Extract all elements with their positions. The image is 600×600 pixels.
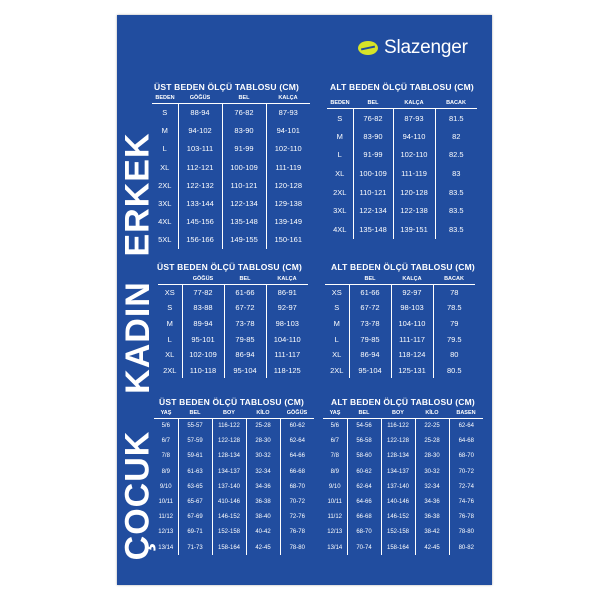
- measurement-cell: 57-59: [178, 434, 212, 449]
- table-row: [323, 434, 483, 449]
- size-cell: 4XL: [333, 224, 347, 234]
- measurement-cell: 34-36: [246, 479, 280, 494]
- measurement-cell: 72-76: [280, 510, 314, 525]
- measurement-cell: 40-42: [246, 525, 280, 540]
- measurement-cell: 67-69: [178, 510, 212, 525]
- measurement-cell: 38-40: [246, 510, 280, 525]
- measurement-cell: 104-110: [391, 316, 433, 332]
- measurement-cell: 111-117: [391, 331, 433, 347]
- table-row: [158, 331, 308, 347]
- measurement-cell: 83-90: [222, 122, 266, 140]
- measurement-cell: 111-119: [266, 158, 310, 176]
- measurement-cell: 78.5: [433, 300, 475, 316]
- column-header: KALÇA: [266, 276, 308, 285]
- measurement-cell: 65-67: [178, 494, 212, 509]
- measurement-cell: 98-103: [266, 316, 308, 332]
- measurement-cell: 42-45: [246, 540, 280, 555]
- measurement-cell: 137-140: [381, 479, 415, 494]
- table-row: [154, 464, 314, 479]
- measurement-cell: 62-64: [449, 419, 483, 434]
- measurement-cell: 68-70: [347, 525, 381, 540]
- measurement-cell: 76-78: [449, 510, 483, 525]
- measurement-cell: 135-148: [353, 220, 393, 239]
- size-cell: 11/12: [158, 514, 174, 521]
- measurement-cell: 139-149: [266, 213, 310, 231]
- size-cell: M: [333, 318, 340, 328]
- measurement-cell: 61-63: [178, 464, 212, 479]
- measurement-cell: 70-72: [280, 494, 314, 509]
- table-row: [154, 510, 314, 525]
- measurement-cell: 95-101: [182, 331, 224, 347]
- size-cell: 9/10: [159, 483, 172, 490]
- kadin-lower-title: ALT BEDEN ÖLÇÜ TABLOSU (CM): [331, 262, 475, 272]
- measurement-cell: 128-134: [212, 449, 246, 464]
- measurement-cell: 73-78: [224, 316, 266, 332]
- measurement-cell: 111-117: [266, 347, 308, 363]
- measurement-cell: 34-36: [415, 494, 449, 509]
- cocuk-upper-title: ÜST BEDEN ÖLÇÜ TABLOSU (CM): [159, 397, 305, 407]
- measurement-cell: 74-76: [449, 494, 483, 509]
- column-header: [158, 276, 182, 285]
- column-header: KİLO: [415, 410, 449, 419]
- kadin-lower-size-table: [325, 276, 475, 378]
- table-row: [327, 183, 477, 202]
- table-row: [325, 347, 475, 363]
- measurement-cell: 28-30: [246, 434, 280, 449]
- size-cell: 2XL: [158, 180, 172, 190]
- measurement-cell: 83.5: [435, 183, 477, 202]
- measurement-cell: 94-101: [266, 122, 310, 140]
- measurement-cell: 140-146: [381, 494, 415, 509]
- measurement-cell: 70-72: [449, 464, 483, 479]
- measurement-cell: 122-132: [178, 176, 222, 194]
- table-row: [152, 194, 310, 212]
- size-cell: 6/7: [330, 438, 339, 445]
- table-row: [152, 213, 310, 231]
- measurement-cell: 104-110: [266, 331, 308, 347]
- size-cell: XL: [335, 169, 345, 179]
- size-cell: 12/13: [327, 529, 343, 536]
- measurement-cell: 83-88: [182, 300, 224, 316]
- size-cell: 8/9: [330, 468, 339, 475]
- measurement-cell: 30-32: [415, 464, 449, 479]
- cocuk-lower-title: ALT BEDEN ÖLÇÜ TABLOSU (CM): [331, 397, 475, 407]
- table-row: [323, 419, 483, 434]
- measurement-cell: 80.5: [433, 362, 475, 378]
- size-cell: 5/6: [161, 423, 170, 430]
- size-cell: 2XL: [333, 187, 347, 197]
- size-cell: 13/14: [158, 544, 174, 551]
- measurement-cell: 94-102: [178, 122, 222, 140]
- kadin-upper-title: ÜST BEDEN ÖLÇÜ TABLOSU (CM): [157, 262, 303, 272]
- measurement-cell: 110-121: [353, 183, 393, 202]
- measurement-cell: 91-99: [353, 146, 393, 165]
- measurement-cell: 64-66: [347, 494, 381, 509]
- measurement-cell: 55-57: [178, 419, 212, 434]
- measurement-cell: 69-71: [178, 525, 212, 540]
- size-cell: L: [167, 334, 172, 344]
- table-row: [154, 479, 314, 494]
- table-row: [152, 158, 310, 176]
- cocuk-upper-size-table: [154, 410, 314, 555]
- column-header: BEL: [349, 276, 391, 285]
- size-cell: 7/8: [161, 453, 170, 460]
- measurement-cell: 102-110: [266, 140, 310, 158]
- column-header: BOY: [381, 410, 415, 419]
- measurement-cell: 28-30: [415, 449, 449, 464]
- table-row: [158, 362, 308, 378]
- measurement-cell: 116-122: [381, 419, 415, 434]
- measurement-cell: 30-32: [246, 449, 280, 464]
- column-header: BACAK: [433, 276, 475, 285]
- size-cell: S: [167, 303, 173, 313]
- size-cell: 4XL: [158, 217, 172, 227]
- table-row: [323, 449, 483, 464]
- measurement-cell: 122-128: [381, 434, 415, 449]
- column-header: GÖĞÜS: [280, 410, 314, 419]
- measurement-cell: 156-166: [178, 231, 222, 249]
- column-header: GÖĞÜS: [178, 95, 222, 104]
- measurement-cell: 61-66: [224, 285, 266, 301]
- column-header: BEL: [224, 276, 266, 285]
- measurement-cell: 64-66: [280, 449, 314, 464]
- size-cell: M: [166, 318, 173, 328]
- size-cell: 3XL: [158, 199, 172, 209]
- measurement-cell: 112-121: [178, 158, 222, 176]
- measurement-cell: 89-94: [182, 316, 224, 332]
- measurement-cell: 137-140: [212, 479, 246, 494]
- table-row: [327, 164, 477, 183]
- measurement-cell: 56-58: [347, 434, 381, 449]
- table-row: [152, 176, 310, 194]
- table-row: [323, 464, 483, 479]
- measurement-cell: 133-144: [178, 194, 222, 212]
- table-row: [154, 525, 314, 540]
- size-cell: L: [334, 334, 339, 344]
- measurement-cell: 122-128: [212, 434, 246, 449]
- table-row: [154, 449, 314, 464]
- measurement-cell: 125-131: [391, 362, 433, 378]
- size-cell: XL: [165, 350, 175, 360]
- table-row: [154, 540, 314, 555]
- measurement-cell: 100-109: [222, 158, 266, 176]
- measurement-cell: 410-146: [212, 494, 246, 509]
- measurement-cell: 82.5: [435, 146, 477, 165]
- measurement-cell: 80-82: [449, 540, 483, 555]
- measurement-cell: 110-121: [222, 176, 266, 194]
- column-header: BASEN: [449, 410, 483, 419]
- table-row: [323, 494, 483, 509]
- section-label-cocuk: ÇOCUK: [118, 430, 157, 560]
- measurement-cell: 86-94: [349, 347, 391, 363]
- measurement-cell: 152-158: [381, 525, 415, 540]
- measurement-cell: 92-97: [266, 300, 308, 316]
- size-cell: 2XL: [330, 365, 344, 375]
- table-row: [158, 316, 308, 332]
- measurement-cell: 122-138: [393, 201, 435, 220]
- measurement-cell: 87-93: [393, 109, 435, 128]
- measurement-cell: 94-110: [393, 127, 435, 146]
- size-cell: M: [336, 131, 343, 141]
- measurement-cell: 110-118: [182, 362, 224, 378]
- measurement-cell: 62-64: [347, 479, 381, 494]
- measurement-cell: 78-80: [280, 540, 314, 555]
- measurement-cell: 118-125: [266, 362, 308, 378]
- measurement-cell: 77-82: [182, 285, 224, 301]
- measurement-cell: 146-152: [381, 510, 415, 525]
- size-cell: 5/6: [330, 423, 339, 430]
- size-cell: XL: [160, 162, 170, 172]
- section-label-erkek: ERKEK: [118, 131, 157, 257]
- measurement-cell: 66-68: [347, 510, 381, 525]
- column-header: [325, 276, 349, 285]
- measurement-cell: 79.5: [433, 331, 475, 347]
- measurement-cell: 134-137: [381, 464, 415, 479]
- measurement-cell: 120-128: [266, 176, 310, 194]
- table-row: [154, 434, 314, 449]
- measurement-cell: 122-134: [222, 194, 266, 212]
- measurement-cell: 158-164: [381, 540, 415, 555]
- size-cell: S: [162, 108, 168, 118]
- column-header: BEL: [178, 410, 212, 419]
- measurement-cell: 86-91: [266, 285, 308, 301]
- measurement-cell: 42-45: [415, 540, 449, 555]
- table-row: [325, 331, 475, 347]
- table-row: [325, 285, 475, 301]
- column-header: KALÇA: [391, 276, 433, 285]
- size-cell: M: [161, 126, 168, 136]
- measurement-cell: 95-104: [224, 362, 266, 378]
- size-cell: L: [337, 150, 342, 160]
- column-header: GÖĞÜS: [182, 276, 224, 285]
- measurement-cell: 134-137: [212, 464, 246, 479]
- measurement-cell: 25-28: [415, 434, 449, 449]
- measurement-cell: 158-164: [212, 540, 246, 555]
- measurement-cell: 25-28: [246, 419, 280, 434]
- measurement-cell: 88-94: [178, 104, 222, 122]
- size-cell: 12/13: [158, 529, 174, 536]
- measurement-cell: 67-72: [224, 300, 266, 316]
- measurement-cell: 111-119: [393, 164, 435, 183]
- measurement-cell: 61-66: [349, 285, 391, 301]
- column-header: KALÇA: [393, 100, 435, 109]
- measurement-cell: 64-68: [449, 434, 483, 449]
- slazenger-panther-icon: [358, 41, 378, 55]
- measurement-cell: 149-155: [222, 231, 266, 249]
- size-cell: 5XL: [158, 235, 172, 245]
- measurement-cell: 118-124: [391, 347, 433, 363]
- kadin-upper-size-table: [158, 276, 308, 378]
- table-row: [325, 316, 475, 332]
- measurement-cell: 83.5: [435, 220, 477, 239]
- column-header: KALÇA: [266, 95, 310, 104]
- table-row: [323, 510, 483, 525]
- measurement-cell: 68-70: [449, 449, 483, 464]
- table-row: [325, 362, 475, 378]
- table-row: [323, 525, 483, 540]
- measurement-cell: 67-72: [349, 300, 391, 316]
- measurement-cell: 100-109: [353, 164, 393, 183]
- measurement-cell: 83: [435, 164, 477, 183]
- measurement-cell: 116-122: [212, 419, 246, 434]
- column-header: BEL: [353, 100, 393, 109]
- size-cell: L: [162, 144, 167, 154]
- measurement-cell: 79: [433, 316, 475, 332]
- measurement-cell: 82: [435, 127, 477, 146]
- measurement-cell: 71-73: [178, 540, 212, 555]
- erkek-upper-title: ÜST BEDEN ÖLÇÜ TABLOSU (CM): [154, 82, 300, 92]
- measurement-cell: 145-156: [178, 213, 222, 231]
- measurement-cell: 76-82: [353, 109, 393, 128]
- measurement-cell: 72-74: [449, 479, 483, 494]
- size-cell: 9/10: [328, 483, 341, 490]
- measurement-cell: 102-110: [393, 146, 435, 165]
- table-row: [154, 494, 314, 509]
- brand-logo: [358, 37, 468, 59]
- size-cell: 10/11: [327, 499, 343, 506]
- measurement-cell: 78-80: [449, 525, 483, 540]
- measurement-cell: 79-85: [224, 331, 266, 347]
- measurement-cell: 36-38: [415, 510, 449, 525]
- measurement-cell: 128-134: [381, 449, 415, 464]
- measurement-cell: 76-82: [222, 104, 266, 122]
- measurement-cell: 60-62: [347, 464, 381, 479]
- column-header: BEL: [347, 410, 381, 419]
- column-header: BOY: [212, 410, 246, 419]
- measurement-cell: 38-42: [415, 525, 449, 540]
- column-header: BEDEN: [327, 100, 353, 109]
- cocuk-lower-size-table: [323, 410, 483, 555]
- size-cell: 6/7: [161, 438, 170, 445]
- table-row: [158, 347, 308, 363]
- column-header: BACAK: [435, 100, 477, 109]
- measurement-cell: 135-148: [222, 213, 266, 231]
- measurement-cell: 92-97: [391, 285, 433, 301]
- size-cell: XL: [332, 350, 342, 360]
- measurement-cell: 98-103: [391, 300, 433, 316]
- measurement-cell: 80: [433, 347, 475, 363]
- erkek-upper-size-table: [152, 95, 310, 249]
- table-row: [327, 127, 477, 146]
- measurement-cell: 63-65: [178, 479, 212, 494]
- measurement-cell: 139-151: [393, 220, 435, 239]
- measurement-cell: 95-104: [349, 362, 391, 378]
- column-header: KİLO: [246, 410, 280, 419]
- measurement-cell: 129-138: [266, 194, 310, 212]
- size-cell: 8/9: [161, 468, 170, 475]
- measurement-cell: 78: [433, 285, 475, 301]
- measurement-cell: 36-38: [246, 494, 280, 509]
- size-cell: S: [337, 113, 343, 123]
- size-cell: 13/14: [327, 544, 343, 551]
- measurement-cell: 70-74: [347, 540, 381, 555]
- table-row: [152, 231, 310, 249]
- table-row: [327, 220, 477, 239]
- measurement-cell: 83.5: [435, 201, 477, 220]
- measurement-cell: 120-128: [393, 183, 435, 202]
- measurement-cell: 87-93: [266, 104, 310, 122]
- table-row: [323, 540, 483, 555]
- measurement-cell: 62-64: [280, 434, 314, 449]
- erkek-lower-title: ALT BEDEN ÖLÇÜ TABLOSU (CM): [330, 82, 474, 92]
- table-row: [152, 122, 310, 140]
- column-header: BEDEN: [152, 95, 178, 104]
- table-row: [154, 419, 314, 434]
- brand-name: Slazenger: [384, 37, 468, 58]
- measurement-cell: 86-94: [224, 347, 266, 363]
- measurement-cell: 146-152: [212, 510, 246, 525]
- measurement-cell: 91-99: [222, 140, 266, 158]
- measurement-cell: 60-62: [280, 419, 314, 434]
- table-row: [323, 479, 483, 494]
- table-row: [327, 109, 477, 128]
- column-header: YAŞ: [154, 410, 178, 419]
- measurement-cell: 32-34: [246, 464, 280, 479]
- measurement-cell: 59-61: [178, 449, 212, 464]
- measurement-cell: 152-158: [212, 525, 246, 540]
- size-cell: S: [334, 303, 340, 313]
- column-header: YAŞ: [323, 410, 347, 419]
- measurement-cell: 32-34: [415, 479, 449, 494]
- table-row: [152, 140, 310, 158]
- measurement-cell: 150-161: [266, 231, 310, 249]
- measurement-cell: 103-111: [178, 140, 222, 158]
- measurement-cell: 76-78: [280, 525, 314, 540]
- table-row: [327, 201, 477, 220]
- table-row: [325, 300, 475, 316]
- erkek-lower-size-table: [327, 100, 477, 239]
- measurement-cell: 68-70: [280, 479, 314, 494]
- measurement-cell: 66-68: [280, 464, 314, 479]
- size-cell: XS: [331, 288, 342, 298]
- measurement-cell: 81.5: [435, 109, 477, 128]
- measurement-cell: 58-60: [347, 449, 381, 464]
- measurement-cell: 79-85: [349, 331, 391, 347]
- column-header: BEL: [222, 95, 266, 104]
- size-cell: 2XL: [163, 365, 177, 375]
- measurement-cell: 102-109: [182, 347, 224, 363]
- measurement-cell: 54-56: [347, 419, 381, 434]
- measurement-cell: 73-78: [349, 316, 391, 332]
- table-row: [158, 285, 308, 301]
- table-row: [158, 300, 308, 316]
- size-cell: XS: [164, 288, 175, 298]
- table-row: [327, 146, 477, 165]
- measurement-cell: 22-25: [415, 419, 449, 434]
- size-cell: 11/12: [327, 514, 343, 521]
- size-cell: 7/8: [330, 453, 339, 460]
- table-row: [152, 104, 310, 122]
- measurement-cell: 83-90: [353, 127, 393, 146]
- size-cell: 10/11: [158, 499, 174, 506]
- section-label-kadin: KADIN: [118, 280, 157, 394]
- size-cell: 3XL: [333, 206, 347, 216]
- measurement-cell: 122-134: [353, 201, 393, 220]
